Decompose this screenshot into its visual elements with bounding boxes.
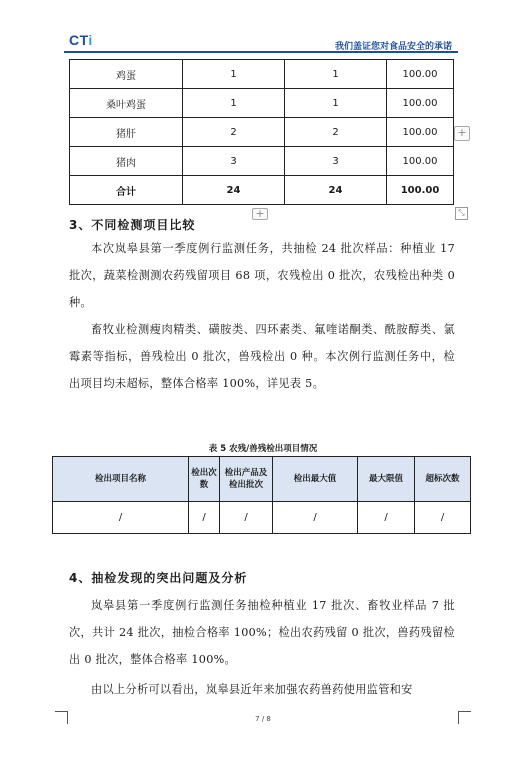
header-item-name: 检出项目名称 [53, 457, 189, 502]
cell-value: 3 [183, 147, 285, 176]
header-max-value: 检出最大值 [273, 457, 358, 502]
cell-value: / [189, 502, 220, 534]
table-header-row [53, 457, 471, 502]
cell-name: 猪肉 [70, 147, 183, 176]
cell-value: 1 [183, 60, 285, 89]
cell-name: 桑叶鸡蛋 [70, 89, 183, 118]
add-row-button[interactable]: + [252, 208, 268, 220]
cell-name: 合计 [70, 176, 183, 205]
cell-rate: 100.00 [387, 60, 454, 89]
section-3-heading: 3、不同检测项目比较 [69, 218, 196, 232]
cell-value: 24 [183, 176, 285, 205]
cell-value: / [273, 502, 358, 534]
table-row [70, 118, 454, 147]
cell-rate: 100.00 [387, 89, 454, 118]
cell-name: 猪肝 [70, 118, 183, 147]
cell-value: 3 [285, 147, 387, 176]
add-column-button[interactable]: + [454, 126, 470, 141]
cell-value: / [220, 502, 273, 534]
table-resize-icon[interactable]: ⤡ [455, 207, 468, 220]
cell-name: 鸡蛋 [70, 60, 183, 89]
page-number: 7 / 8 [255, 715, 271, 723]
section-3-paragraph-1: 本次岚皋县第一季度例行监测任务，共抽检 24 批次样品：种植业 17 批次，蔬菜检测测农药残留项目 68 项，农残检出 0 批次，农残检出种类 0 种。 [69, 242, 455, 309]
table-row [70, 147, 454, 176]
cell-rate: 100.00 [387, 118, 454, 147]
table-row [70, 89, 454, 118]
header-slogan: 我们盖证您对食品安全的承诺 [334, 42, 452, 52]
logo-accent-text: i [88, 32, 93, 48]
cell-value: 2 [285, 118, 387, 147]
cti-logo [69, 32, 93, 48]
cell-value: 2 [183, 118, 285, 147]
table-row [70, 60, 454, 89]
table-5-caption: 表 5 农残/兽残检出项目情况 [208, 444, 318, 454]
residue-detection-table [52, 456, 471, 534]
section-4-heading: 4、抽检发现的突出问题及分析 [69, 571, 248, 585]
cell-value: / [358, 502, 415, 534]
section-4-paragraph-2: 由以上分析可以看出，岚皋县近年来加强农药兽药使用监管和安 [91, 683, 413, 696]
cell-value: 1 [183, 89, 285, 118]
cell-rate: 100.00 [387, 147, 454, 176]
cell-value: 24 [285, 176, 387, 205]
cell-value: 1 [285, 89, 387, 118]
header-exceed-count: 超标次数 [415, 457, 471, 502]
table-total-row [70, 176, 454, 205]
logo-main-text: CT [69, 32, 89, 48]
results-table-continuation [69, 59, 454, 205]
header-rule [64, 51, 458, 53]
header-product-batches: 检出产品及检出批次 [220, 457, 273, 502]
cell-rate: 100.00 [387, 176, 454, 205]
header-max-limit: 最大限值 [358, 457, 415, 502]
cell-value: / [53, 502, 189, 534]
header-detect-count: 检出次数 [189, 457, 220, 502]
cell-value: / [415, 502, 471, 534]
section-3-paragraph-2: 畜牧业检测瘦肉精类、磺胺类、四环素类、氟喹诺酮类、酰胺醇类、氯霉素等指标，兽残检出 0 批次，兽残检出 0 种。本次例行监测任务中，检出项目均未超标，整体合格率 100%，详见表 5。 [69, 323, 455, 390]
section-4-paragraph-1: 岚皋县第一季度例行监测任务抽检种植业 17 批次、畜牧业样品 7 批次，共计 24 批次，抽检合格率 100%；检出农药残留 0 批次，兽药残留检出 0 批次，整体合格率 100%。 [69, 599, 455, 666]
cell-value: 1 [285, 60, 387, 89]
table-row [53, 502, 471, 534]
